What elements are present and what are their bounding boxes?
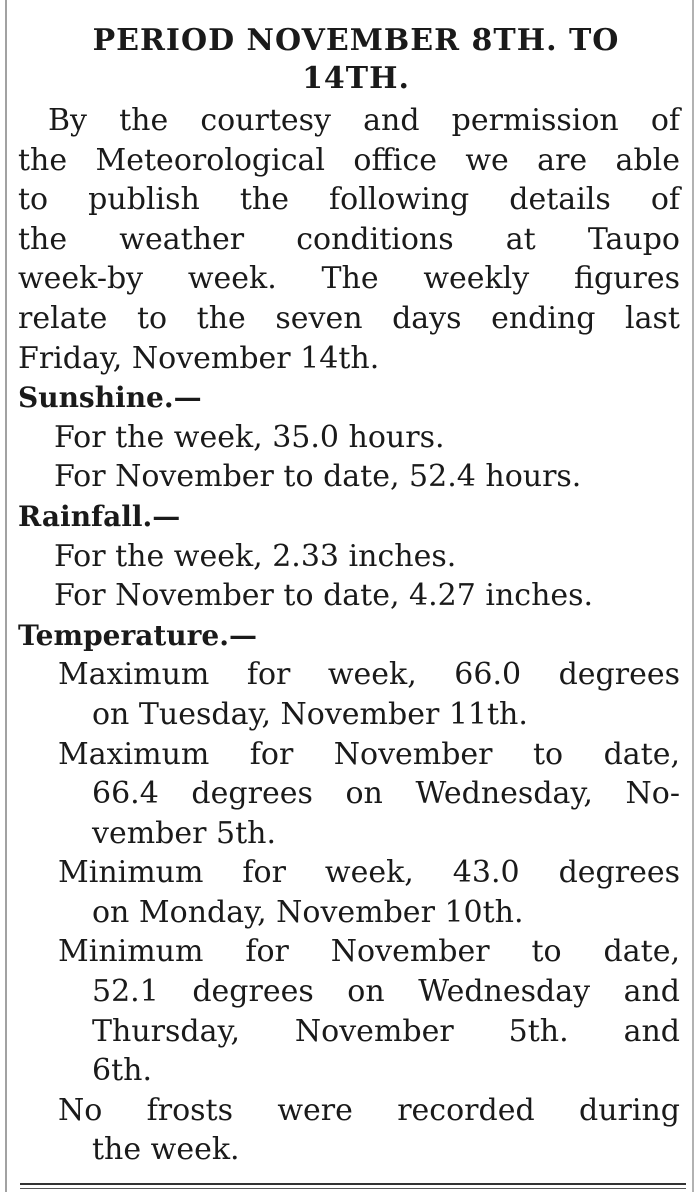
entry-line: the week.	[92, 1132, 240, 1168]
entry-line: Thursday, November 5th. and	[92, 1013, 680, 1049]
headline-line-2: 14TH.	[302, 61, 410, 96]
intro-line: the weather conditions at Taupo	[18, 221, 680, 257]
right-column-rule	[692, 0, 694, 1192]
entry-line: No frosts were recorded during	[58, 1092, 680, 1128]
min-week-entry	[18, 853, 680, 932]
rainfall-to-date: For November to date, 4.27 inches.	[54, 578, 594, 614]
intro-line: relate to the seven days ending last	[18, 300, 680, 336]
frosts-entry	[18, 1091, 680, 1170]
temperature-section	[18, 616, 680, 1170]
max-to-date-entry	[18, 735, 680, 854]
sunshine-to-date: For November to date, 52.4 hours.	[54, 459, 582, 495]
left-column-rule	[5, 0, 7, 1192]
entry-line: 66.4 degrees on Wednesday, No-	[92, 776, 680, 812]
sunshine-heading: Sunshine.—	[18, 381, 202, 415]
article-body	[18, 22, 680, 1170]
min-to-date-entry	[18, 932, 680, 1090]
entry-line: Minimum for November to date,	[58, 934, 680, 970]
intro-line: to publish the following details of	[18, 182, 680, 218]
rainfall-week: For the week, 2.33 inches.	[54, 538, 457, 574]
headline	[18, 22, 680, 98]
intro-line: the Meteorological office we are able	[18, 142, 680, 178]
entry-line: 6th.	[92, 1053, 152, 1089]
intro-line: week-by week. The weekly figures	[18, 261, 680, 297]
intro-paragraph	[18, 101, 680, 378]
temperature-heading: Temperature.—	[18, 618, 257, 652]
entry-line: vember 5th.	[92, 815, 276, 851]
sunshine-week: For the week, 35.0 hours.	[54, 419, 445, 455]
intro-line: Friday, November 14th.	[18, 340, 380, 376]
rainfall-heading: Rainfall.—	[18, 499, 181, 533]
sunshine-section	[18, 378, 680, 497]
entry-line: on Tuesday, November 11th.	[92, 696, 528, 732]
entry-line: Minimum for week, 43.0 degrees	[58, 855, 680, 891]
entry-line: 52.1 degrees on Wednesday and	[92, 974, 680, 1010]
max-week-entry	[18, 655, 680, 734]
intro-line: By the courtesy and permission of	[48, 103, 680, 138]
bottom-rule	[20, 1183, 686, 1189]
rainfall-section	[18, 497, 680, 616]
entry-line: Maximum for week, 66.0 degrees	[58, 657, 680, 693]
headline-line-1: PERIOD NOVEMBER 8TH. TO	[92, 23, 620, 58]
entry-line: Maximum for November to date,	[58, 736, 680, 772]
entry-line: on Monday, November 10th.	[92, 894, 524, 930]
